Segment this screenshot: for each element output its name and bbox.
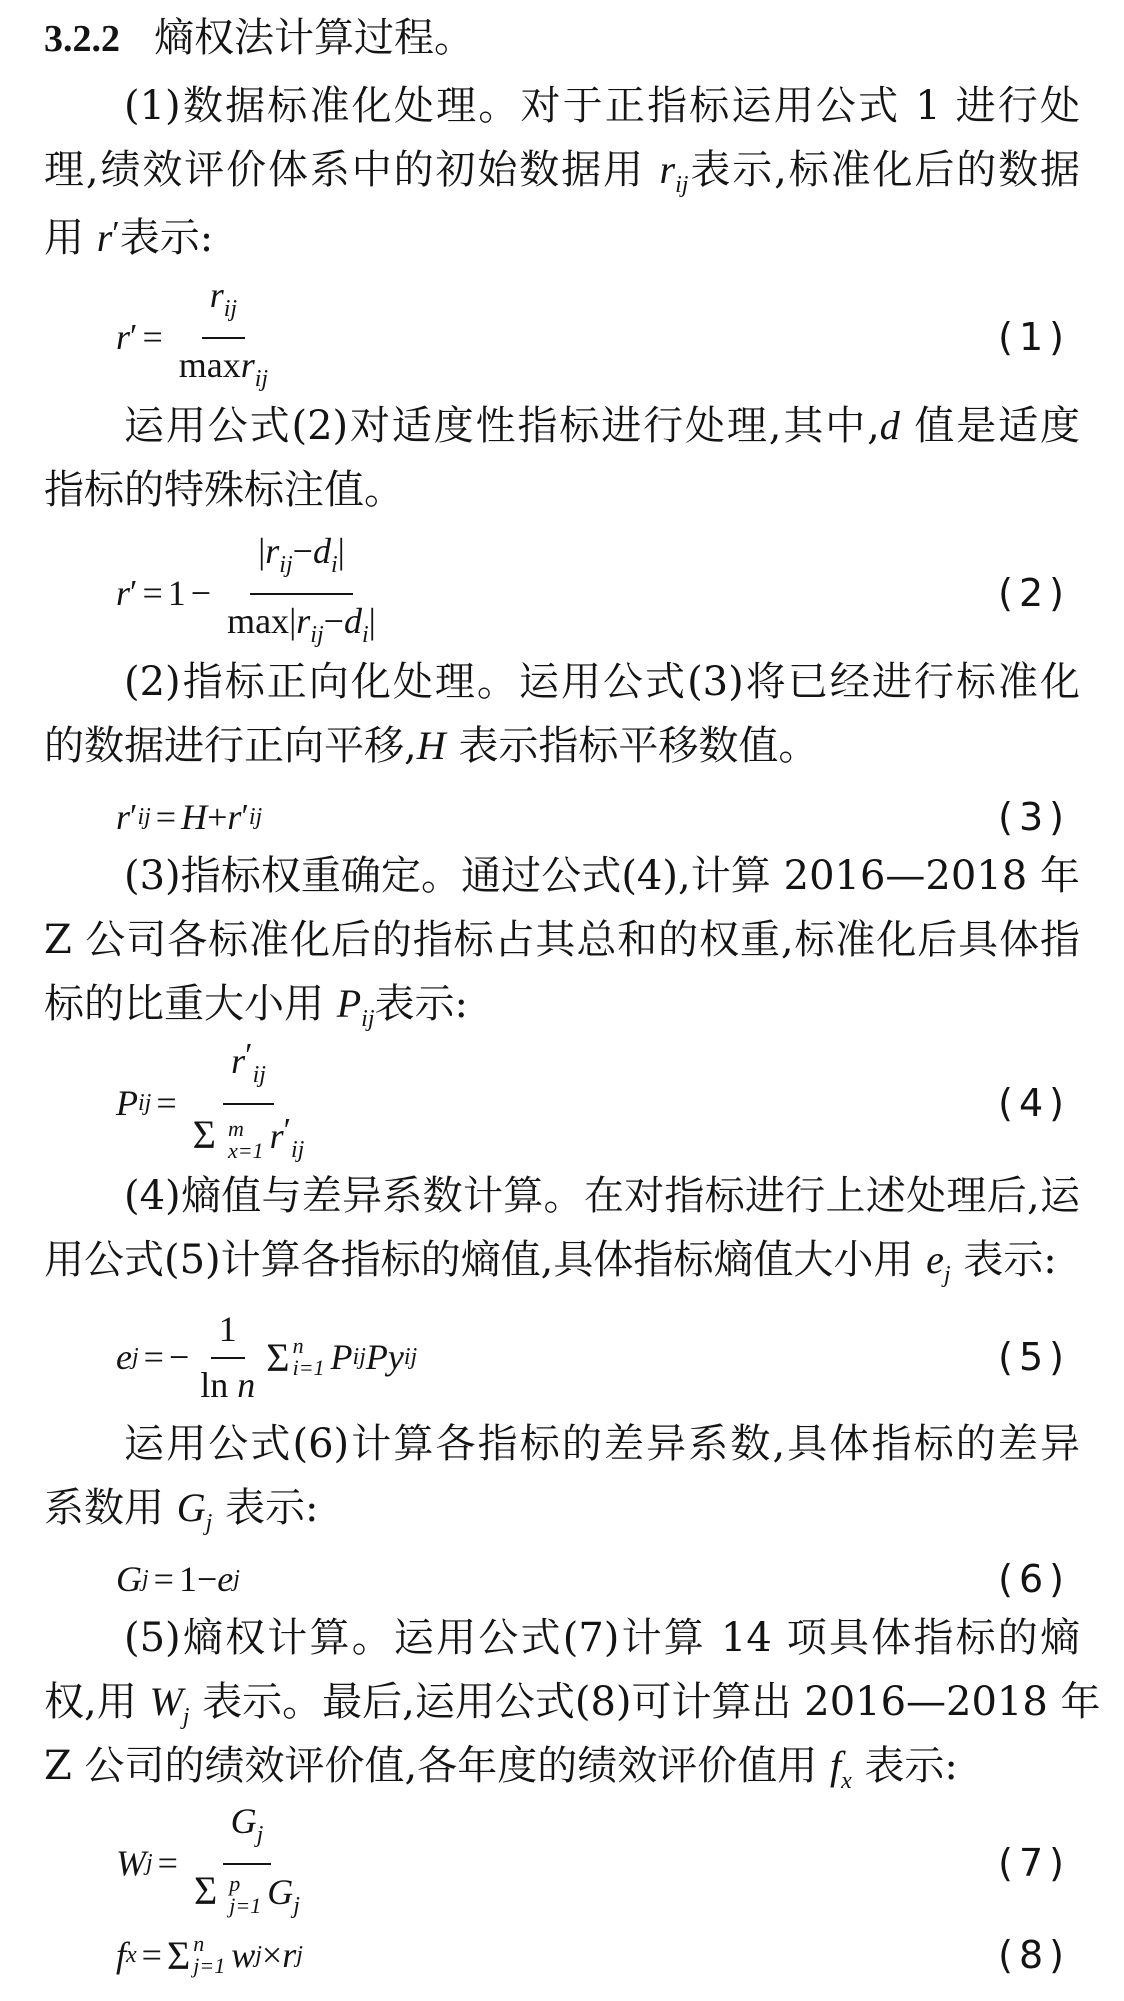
subscript-ij: ij bbox=[137, 803, 151, 830]
sum-limits bbox=[229, 1873, 261, 1917]
fraction-denominator bbox=[192, 1359, 263, 1404]
equation-3-body bbox=[116, 790, 262, 844]
fraction bbox=[192, 1310, 263, 1404]
fraction-numerator bbox=[250, 532, 353, 595]
paragraph-6-line-1: 运用公式(6)计算各指标的差异系数,具体指标的差异 bbox=[124, 1421, 1080, 1467]
text-fragment: 表示: bbox=[950, 1237, 1057, 1283]
equals-symbol: = bbox=[155, 797, 177, 837]
subscript-ij: ij bbox=[138, 1089, 152, 1116]
equation-7-body bbox=[116, 1800, 311, 1919]
symbol-r: r bbox=[209, 275, 224, 315]
subscript-ij: ij bbox=[675, 172, 689, 198]
paragraph-4-line-2: Z 公司各标准化后的指标占其总和的权重,标准化后具体指 bbox=[44, 917, 1080, 963]
paragraph-2-line-2: 指标的特殊标注值。 bbox=[44, 467, 404, 513]
max-operator: max bbox=[227, 601, 290, 641]
equation-6-body bbox=[116, 1552, 240, 1606]
subscript-ij: ij bbox=[310, 622, 324, 648]
subscript-j: j bbox=[146, 1849, 153, 1876]
text-fragment: 表示,标准化后的数据 bbox=[688, 147, 1080, 193]
paragraph-3-line-2 bbox=[44, 722, 1080, 770]
subscript-j: j bbox=[293, 1892, 300, 1919]
symbol-e: e bbox=[217, 1559, 234, 1599]
equation-number: (2) bbox=[998, 571, 1070, 615]
paragraph-7-line-1: (5)熵权计算。运用公式(7)计算 14 项具体指标的熵 bbox=[124, 1615, 1080, 1661]
symbol-e: e bbox=[116, 1337, 132, 1377]
ln-operator: ln bbox=[200, 1365, 229, 1405]
sum-symbol: Σ bbox=[192, 1112, 216, 1157]
paragraph-4-line-3 bbox=[44, 980, 1080, 1043]
subscript-j: j bbox=[182, 1704, 190, 1730]
subscript-j: j bbox=[255, 1941, 262, 1968]
prime-symbol: ′ bbox=[130, 798, 138, 835]
sum-symbol: Σ bbox=[166, 1932, 191, 1978]
equation-number: (4) bbox=[998, 1081, 1070, 1125]
equals-symbol: = bbox=[153, 1559, 174, 1599]
equation-8-body bbox=[116, 1928, 303, 1982]
paragraph-6-line-2 bbox=[44, 1484, 1080, 1547]
symbol-r: r bbox=[269, 1116, 284, 1156]
symbol-g: G bbox=[267, 1871, 294, 1912]
equation-5-body bbox=[116, 1302, 417, 1412]
prime-symbol: ′ bbox=[130, 318, 138, 355]
lower-limit: i=1 bbox=[292, 1355, 325, 1380]
text-fragment: 用公式(5)计算各指标的熵值,具体指标熵值大小用 bbox=[44, 1237, 927, 1283]
symbol-p: P bbox=[365, 1337, 388, 1377]
symbol-r: r bbox=[96, 215, 113, 260]
symbol-w: w bbox=[231, 1935, 256, 1975]
text-fragment: 表示。最后,运用公式(8)可计算出 2016—2018 年 bbox=[189, 1679, 1101, 1725]
equation-4-body bbox=[116, 1037, 315, 1163]
times-symbol: × bbox=[261, 1935, 283, 1975]
equation-1-body bbox=[116, 275, 279, 392]
subscript-ij: ij bbox=[403, 1343, 418, 1370]
symbol-w: W bbox=[116, 1843, 146, 1883]
subscript-x: x bbox=[841, 1768, 852, 1794]
equals-symbol: = bbox=[156, 1083, 177, 1123]
text-fragment: 表示: bbox=[374, 981, 468, 1027]
symbol-h: H bbox=[181, 797, 208, 837]
equation-number: (7) bbox=[998, 1841, 1070, 1885]
minus-symbol: − bbox=[196, 1559, 218, 1599]
symbol-g: G bbox=[176, 1485, 206, 1530]
fraction bbox=[171, 276, 276, 398]
fraction-denominator bbox=[185, 1105, 313, 1169]
prime-symbol: ′ bbox=[245, 1037, 253, 1074]
subscript-j: j bbox=[296, 1941, 303, 1968]
equation-number: (8) bbox=[998, 1933, 1070, 1977]
text-fragment: Z 公司的绩效评价值,各年度的绩效评价值用 bbox=[44, 1743, 830, 1789]
subscript-ij: ij bbox=[279, 552, 293, 578]
symbol-r: r bbox=[659, 147, 676, 192]
symbol-p: P bbox=[116, 1083, 138, 1123]
text-fragment: 运用公式(2)对适度性指标进行处理,其中, bbox=[124, 403, 880, 449]
subscript-j: j bbox=[205, 1510, 213, 1536]
subscript-ij: ij bbox=[291, 1137, 305, 1163]
symbol-r: r bbox=[227, 797, 242, 837]
symbol-g: G bbox=[116, 1559, 142, 1599]
paragraph-5-line-2 bbox=[44, 1236, 1080, 1299]
sum-symbol: Σ bbox=[193, 1867, 218, 1913]
upper-limit: n bbox=[193, 1931, 205, 1956]
equals-symbol: = bbox=[143, 1337, 164, 1377]
symbol-g: G bbox=[230, 1800, 257, 1841]
symbol-p: P bbox=[336, 981, 362, 1026]
subscript-ij: ij bbox=[361, 1006, 375, 1032]
prime-symbol: ′ bbox=[112, 215, 120, 252]
prime-symbol: ′ bbox=[283, 1112, 292, 1149]
absolute-bar: | bbox=[337, 531, 345, 571]
symbol-f: f bbox=[116, 1935, 127, 1975]
equals-symbol: = bbox=[142, 573, 163, 613]
text-fragment: 标的比重大小用 bbox=[44, 981, 337, 1027]
paragraph-5-line-1: (4)熵值与差异系数计算。在对指标进行上述处理后,运 bbox=[124, 1173, 1080, 1219]
text-fragment: 理,绩效评价体系中的初始数据用 bbox=[44, 147, 660, 193]
fraction-numerator bbox=[223, 1037, 274, 1105]
paragraph-1-line-2 bbox=[44, 146, 1080, 209]
sum-limits bbox=[193, 1933, 225, 1977]
equation-number: (1) bbox=[998, 315, 1070, 359]
paragraph-7-line-2 bbox=[44, 1678, 1101, 1741]
subscript-j: j bbox=[943, 1262, 951, 1288]
symbol-r: r bbox=[116, 797, 131, 837]
fraction-denominator bbox=[186, 1865, 308, 1925]
symbol-d: d bbox=[879, 403, 900, 448]
symbol-r: r bbox=[116, 573, 131, 613]
symbol-w: W bbox=[149, 1679, 183, 1724]
sum-symbol: Σ bbox=[266, 1334, 290, 1380]
fraction-denominator bbox=[219, 595, 384, 654]
subscript-j: j bbox=[233, 1565, 240, 1592]
upper-limit: n bbox=[292, 1333, 304, 1358]
paragraph-3-line-1: (2)指标正向化处理。运用公式(3)将已经进行标准化 bbox=[124, 659, 1080, 705]
max-operator: max bbox=[178, 345, 241, 385]
subscript-ij: ij bbox=[254, 366, 269, 392]
absolute-bar: | bbox=[258, 531, 266, 571]
section-heading bbox=[44, 14, 1080, 63]
equation-2-body bbox=[116, 531, 387, 648]
symbol-r: r bbox=[282, 1935, 297, 1975]
subscript-ij: ij bbox=[352, 1343, 366, 1370]
paragraph-1-line-3 bbox=[44, 210, 1080, 262]
paragraph-4-line-1: (3)指标权重确定。通过公式(4),计算 2016—2018 年 bbox=[124, 853, 1080, 899]
symbol-p: P bbox=[330, 1337, 353, 1377]
text-fragment: 的数据进行正向平移, bbox=[44, 723, 417, 769]
fraction-numerator bbox=[202, 276, 245, 339]
fraction-numerator: 1 bbox=[211, 1310, 245, 1359]
lower-limit: j=1 bbox=[193, 1953, 226, 1978]
equation-number: (3) bbox=[998, 795, 1070, 839]
fraction bbox=[219, 532, 384, 654]
subscript-ij: ij bbox=[252, 1062, 266, 1088]
section-number: 3.2.2 bbox=[44, 18, 120, 60]
symbol-r: r bbox=[240, 345, 255, 385]
text-fragment: 表示指标平移数值。 bbox=[445, 723, 819, 769]
subscript-i: i bbox=[330, 552, 338, 578]
fraction-numerator bbox=[223, 1802, 272, 1865]
symbol-d: d bbox=[343, 601, 362, 641]
equals-symbol: = bbox=[142, 317, 163, 357]
symbol-f: f bbox=[829, 1743, 842, 1788]
minus-symbol: − bbox=[190, 573, 212, 613]
fraction bbox=[185, 1037, 313, 1169]
minus-symbol: − bbox=[168, 1337, 190, 1377]
absolute-bar: | bbox=[368, 601, 376, 641]
upper-limit: p bbox=[229, 1871, 241, 1897]
symbol-y: y bbox=[387, 1337, 404, 1377]
subscript-j: j bbox=[142, 1565, 149, 1592]
number-one: 1 bbox=[178, 1559, 197, 1599]
text-fragment: 系数用 bbox=[44, 1485, 177, 1531]
number-one: 1 bbox=[167, 573, 186, 613]
paragraph-7-line-3 bbox=[44, 1742, 1080, 1805]
equals-symbol: = bbox=[157, 1843, 178, 1883]
symbol-r: r bbox=[116, 317, 131, 357]
text-fragment: 用 bbox=[44, 215, 97, 261]
upper-limit: m bbox=[227, 1115, 244, 1141]
symbol-r: r bbox=[231, 1041, 246, 1081]
sum-limits bbox=[293, 1335, 325, 1379]
symbol-r: r bbox=[296, 601, 311, 641]
paragraph-2-line-1 bbox=[124, 402, 1080, 450]
symbol-d: d bbox=[312, 531, 331, 571]
text-fragment: 值是适度 bbox=[899, 403, 1081, 449]
prime-symbol: ′ bbox=[130, 574, 138, 611]
text-fragment: 权,用 bbox=[44, 1679, 150, 1725]
lower-limit: x=1 bbox=[227, 1137, 264, 1163]
equals-symbol: = bbox=[141, 1935, 162, 1975]
minus-symbol: − bbox=[292, 531, 313, 571]
prime-symbol: ′ bbox=[241, 798, 249, 835]
symbol-e: e bbox=[926, 1237, 944, 1282]
fraction bbox=[186, 1802, 308, 1925]
symbol-h: H bbox=[416, 723, 446, 768]
symbol-r: r bbox=[265, 531, 280, 571]
subscript-j: j bbox=[131, 1343, 139, 1370]
symbol-n: n bbox=[237, 1365, 256, 1405]
equation-number: (5) bbox=[998, 1335, 1070, 1379]
subscript-ij: ij bbox=[248, 803, 263, 830]
text-fragment: 表示: bbox=[119, 215, 214, 261]
subscript-ij: ij bbox=[223, 296, 238, 322]
fraction-denominator bbox=[171, 339, 276, 398]
sum-limits bbox=[227, 1115, 264, 1163]
subscript-j: j bbox=[256, 1821, 264, 1848]
equation-number: (6) bbox=[998, 1557, 1070, 1601]
absolute-bar: | bbox=[289, 601, 297, 641]
subscript-x: x bbox=[126, 1941, 137, 1968]
lower-limit: j=1 bbox=[229, 1893, 262, 1919]
subscript-i: i bbox=[361, 622, 369, 648]
plus-symbol: + bbox=[207, 797, 228, 837]
text-fragment: 表示: bbox=[851, 1743, 958, 1789]
minus-symbol: − bbox=[323, 601, 344, 641]
text-fragment: 表示: bbox=[212, 1485, 319, 1531]
paragraph-1-line-1: (1)数据标准化处理。对于正指标运用公式 1 进行处 bbox=[124, 83, 1080, 129]
section-title: 熵权法计算过程。 bbox=[154, 15, 474, 61]
